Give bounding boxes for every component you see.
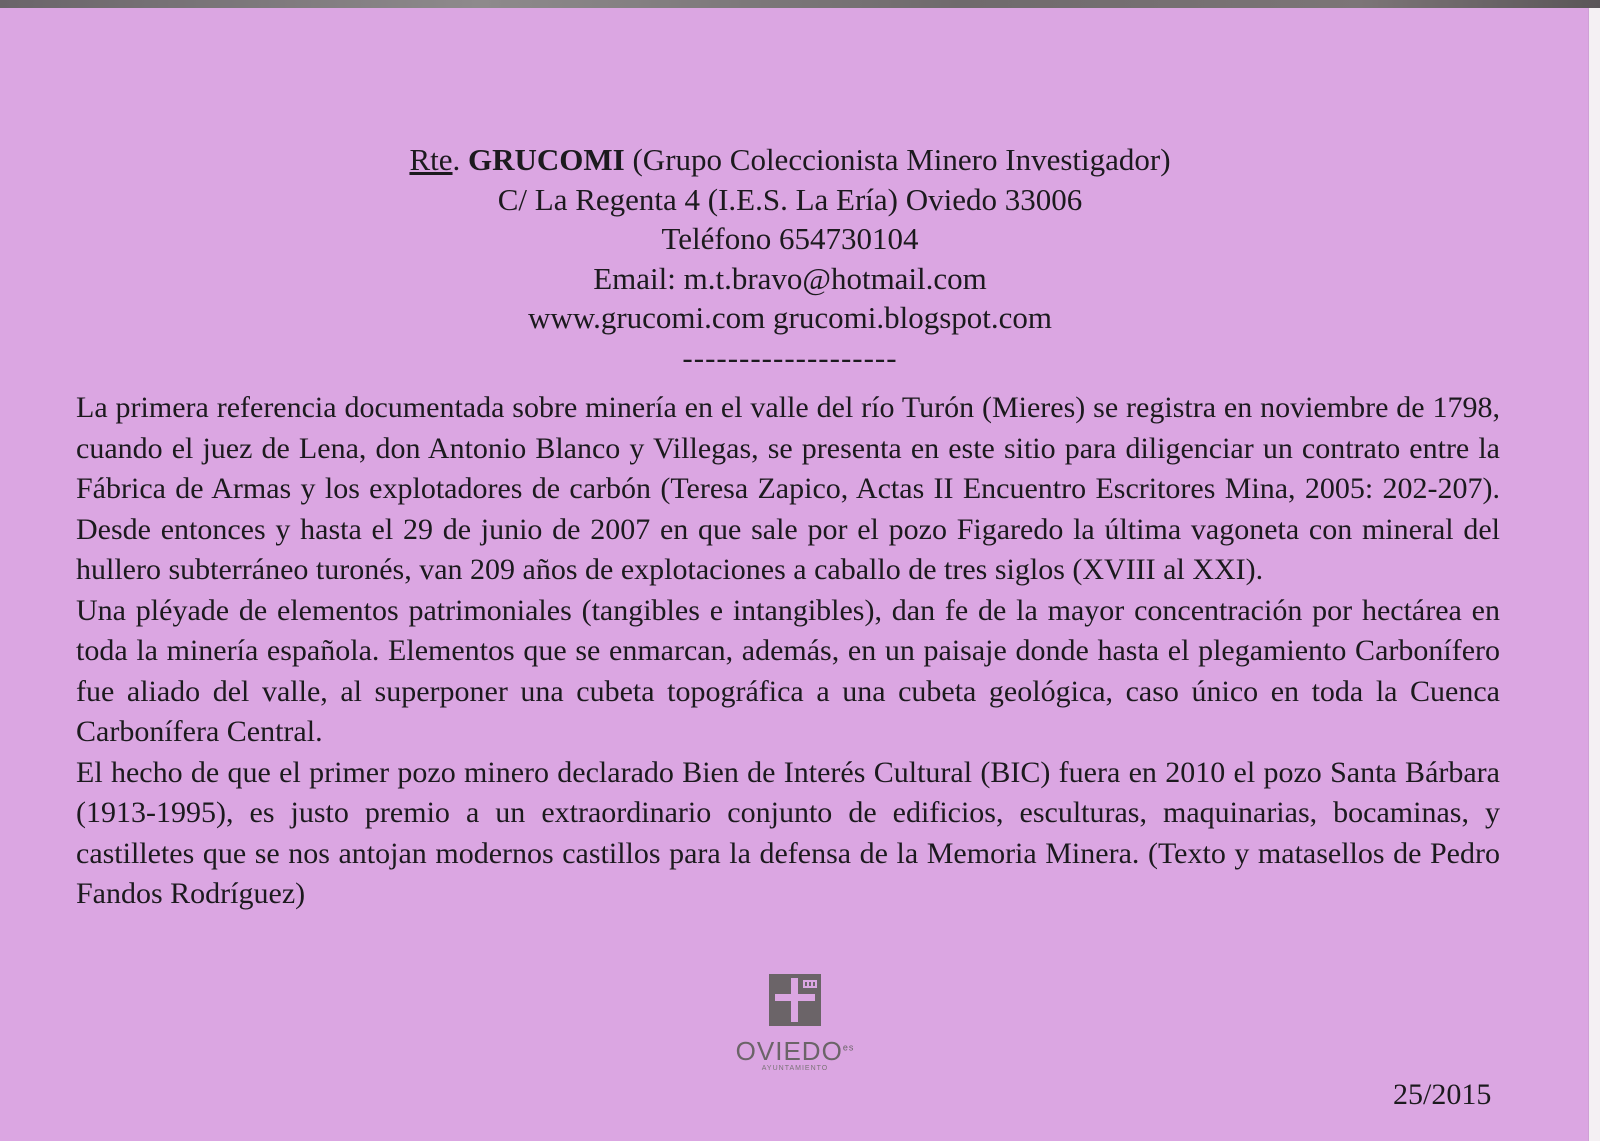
body-paragraph-2: Una pléyade de elementos patrimoniales (tangibles e intangibles), dan fe de la mayor concentración por hectárea en toda la minería española. Elementos que se enmarcan, además, en un paisaje donde hasta el plegamiento Carbonífero fue aliado del valle, al superponer una cubeta topográfica a una cubeta geológica, caso único en toda la Cuenca Carbonífera Central. (76, 593, 1500, 748)
sender-address: C/ La Regenta 4 (I.E.S. La Ería) Oviedo 33006 (497, 181, 1083, 217)
body-text (76, 388, 1500, 915)
logo-subtitle: AYUNTAMIENTO (761, 1065, 829, 1072)
sender-line (300, 140, 1280, 180)
body-paragraph-1: La primera referencia documentada sobre minería en el valle del río Turón (Mieres) se registra en noviembre de 1798, cuando el juez de Lena, don Antonio Blanco y Villegas, se presenta en este sitio para diligenciar un contrato entre la Fábrica de Armas y los explotadores de carbón (Teresa Zapico, Actas II Encuentro Escritores Mina, 2005: 202-207). Desde entonces y hasta el 29 de junio de 2007 en que sale por el pozo Figaredo la última vagoneta con mineral del hullero subterráneo turonés, van 209 años de explotaciones a caballo de tres siglos (XVIII al XXI). (76, 391, 1500, 586)
sender-web-row (300, 298, 1280, 338)
sender-prefix-punct: . (452, 142, 469, 177)
sender-block (300, 140, 1280, 377)
oviedo-logo (720, 974, 870, 1072)
pink-card (0, 8, 1590, 1141)
sender-website: www.grucomi.com (527, 300, 766, 335)
sender-blog: grucomi.blogspot.com (773, 300, 1053, 335)
org-full-name: (Grupo Coleccionista Minero Investigador) (624, 142, 1171, 177)
sender-prefix: Rte (409, 142, 453, 177)
sender-divider: ------------------- (682, 339, 898, 375)
sender-phone: Teléfono 654730104 (661, 221, 919, 256)
body-paragraph-3: El hecho de que el primer pozo minero declarado Bien de Interés Cultural (BIC) fuera en 2010 el pozo Santa Bárbara (1913-1995), es justo premio a un extraordinario conjunto de edificios, esculturas, maquinarias, bocaminas, y castilletes que se nos antojan modernos castillos para la defensa de la Memoria Minera. (Texto y matasellos de Pedro Fandos Rodríguez) (76, 755, 1500, 910)
org-name: GRUCOMI (468, 142, 625, 177)
logo-superscript: es (842, 1042, 855, 1053)
oviedo-cross-icon (769, 974, 821, 1026)
sender-email: Email: m.t.bravo@hotmail.com (593, 260, 987, 296)
logo-wordmark-line (720, 1036, 870, 1067)
scan-right-edge (1589, 8, 1600, 1141)
stamp-number: 25/2015 (1393, 1078, 1492, 1111)
logo-wordmark: OVIEDO (735, 1036, 843, 1066)
